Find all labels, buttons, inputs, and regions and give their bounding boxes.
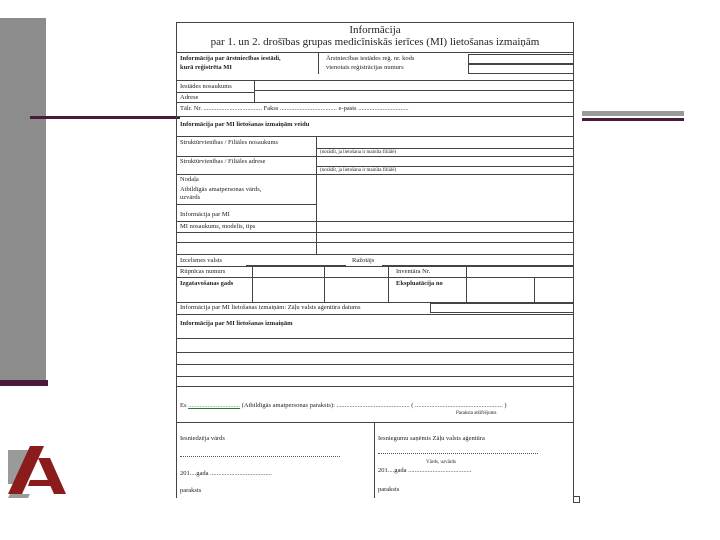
- unit-address-note: (norādīt, ja lietošana ir mainīta filiālē): [320, 168, 397, 173]
- form-border-right: [573, 22, 574, 498]
- responsible-label-2: uzvārds: [180, 194, 201, 201]
- zva-logo: [0, 440, 70, 502]
- row-line: [176, 221, 574, 222]
- receiver-label: Iesniegumu saņēmis Zāļu valsts aģentūra: [378, 435, 485, 442]
- maker-label-2: kurā reģistrēta MI: [180, 64, 232, 71]
- receiver-signature-label: paraksts: [378, 486, 400, 493]
- declaration-prefix: Es: [180, 402, 187, 409]
- maker-label: Informācija par ārstniecības iestādi,: [180, 55, 281, 62]
- factory-number-label: Rūpnīcas numurs: [180, 268, 226, 275]
- signature-note: Paraksta atšifrējums: [456, 411, 497, 416]
- mi-name-label: MI nosaukums, modelis, tips: [180, 223, 256, 230]
- submitter-name-line[interactable]: [180, 456, 340, 457]
- divider-right-gray: [582, 111, 684, 116]
- side-accent-bar: [0, 18, 46, 386]
- receiver-name-line[interactable]: [378, 453, 538, 454]
- declaration-line: [180, 403, 507, 410]
- mi-info-heading: Informācija par MI lietošanas izmaiņām veidu: [180, 121, 310, 128]
- operation-from-label: Ekspluatācija no: [396, 280, 443, 287]
- form-border-top: [176, 22, 574, 23]
- row-divider: [534, 277, 535, 302]
- contacts-line: Tālr. Nr. .................................... Fakss ................................... e-pasts ...............................: [180, 105, 409, 112]
- divider-right: [582, 118, 684, 121]
- row-line: [176, 80, 574, 81]
- receiver-date: 201....gada .......................................: [378, 467, 472, 474]
- row-line: [176, 242, 574, 243]
- form-corner-mark: [573, 496, 580, 503]
- change-type-heading: Informācija par MI lietošanas izmaiņām: [180, 320, 293, 327]
- form-subtitle: par 1. un 2. drošības grupas medicīniskās ierīces (MI) lietošanas izmaiņām: [210, 36, 540, 48]
- row-line: [176, 232, 574, 233]
- form-border-left: [176, 22, 177, 498]
- row-line: [176, 174, 574, 175]
- information-form: [176, 18, 574, 498]
- row-line: [254, 90, 574, 91]
- receiver-name-note: Vārds, uzvārds: [426, 460, 456, 465]
- form-title: Informācija: [349, 24, 401, 36]
- row-line: [176, 254, 574, 255]
- row-line: [176, 364, 574, 365]
- row-line: [176, 338, 574, 339]
- row-line: [176, 92, 254, 93]
- divider-left: [30, 116, 180, 119]
- row-line: [176, 102, 574, 103]
- row-line: [176, 136, 574, 137]
- mi-info-label: Informācija par MI: [180, 211, 230, 218]
- row-line: [176, 376, 574, 377]
- manufacturer-label: Ražotājs: [352, 257, 375, 264]
- row-divider: [252, 266, 253, 302]
- unit-name-note: (norādīt, ja lietošana ir mainīta filiālē): [320, 150, 397, 155]
- reg-code-label: Ārstniecības iestādes reģ. nr. kods: [326, 55, 415, 62]
- row-line: [176, 277, 574, 278]
- row-line: [316, 148, 574, 149]
- submitter-date: 201....gada ......................................: [180, 470, 272, 477]
- reg-number-field[interactable]: [468, 64, 574, 74]
- unit-name-label: Struktūrvienības / Filiāles nosaukums: [180, 139, 279, 146]
- row-line: [176, 422, 574, 423]
- unit-address-label: Struktūrvienības / Filiāles adrese: [180, 158, 266, 165]
- row-line: [176, 266, 574, 267]
- submitter-signature-label: paraksts: [180, 487, 202, 494]
- row-divider: [254, 80, 255, 102]
- change-date-label: Informācija par MI lietošanas izmaiņām: Zāļu valsts aģentūra datums: [180, 304, 361, 311]
- row-line: [176, 314, 574, 315]
- country-label: Izcelsmes valsts: [180, 257, 223, 264]
- row-divider: [388, 266, 389, 302]
- reg-code-field[interactable]: [468, 54, 574, 64]
- institution-name-label: Iestādes nosaukums: [180, 83, 232, 90]
- row-line: [176, 116, 574, 117]
- submitter-label: Iesniedzēja vārds: [180, 435, 225, 442]
- row-line: [176, 204, 316, 205]
- row-line: [176, 352, 574, 353]
- side-accent-base: [0, 380, 48, 386]
- row-line: [176, 386, 574, 387]
- inventory-number-label: Inventāra Nr.: [396, 268, 431, 275]
- change-date-field[interactable]: [430, 303, 574, 313]
- address-label: Adrese: [180, 94, 199, 101]
- declaration-text: (Atbildīgās amatpersonas paraksts): ............................................. ( ...................................................... ): [241, 402, 507, 409]
- row-divider: [318, 52, 319, 74]
- responsible-label: Atbildīgās amatpersonas vārds,: [180, 186, 262, 193]
- row-line: [176, 156, 574, 157]
- column-divider: [374, 422, 375, 498]
- row-line: [316, 166, 574, 167]
- manufacture-year-label: Izgatavošanas gads: [180, 280, 234, 287]
- reg-number-label: vienotais reģistrācijas numurs: [326, 64, 404, 71]
- declaration-name-link[interactable]: ................................: [188, 402, 241, 409]
- row-line: [176, 52, 574, 53]
- department-label: Nodaļa: [180, 176, 199, 183]
- row-divider: [466, 266, 467, 302]
- row-divider: [324, 266, 325, 302]
